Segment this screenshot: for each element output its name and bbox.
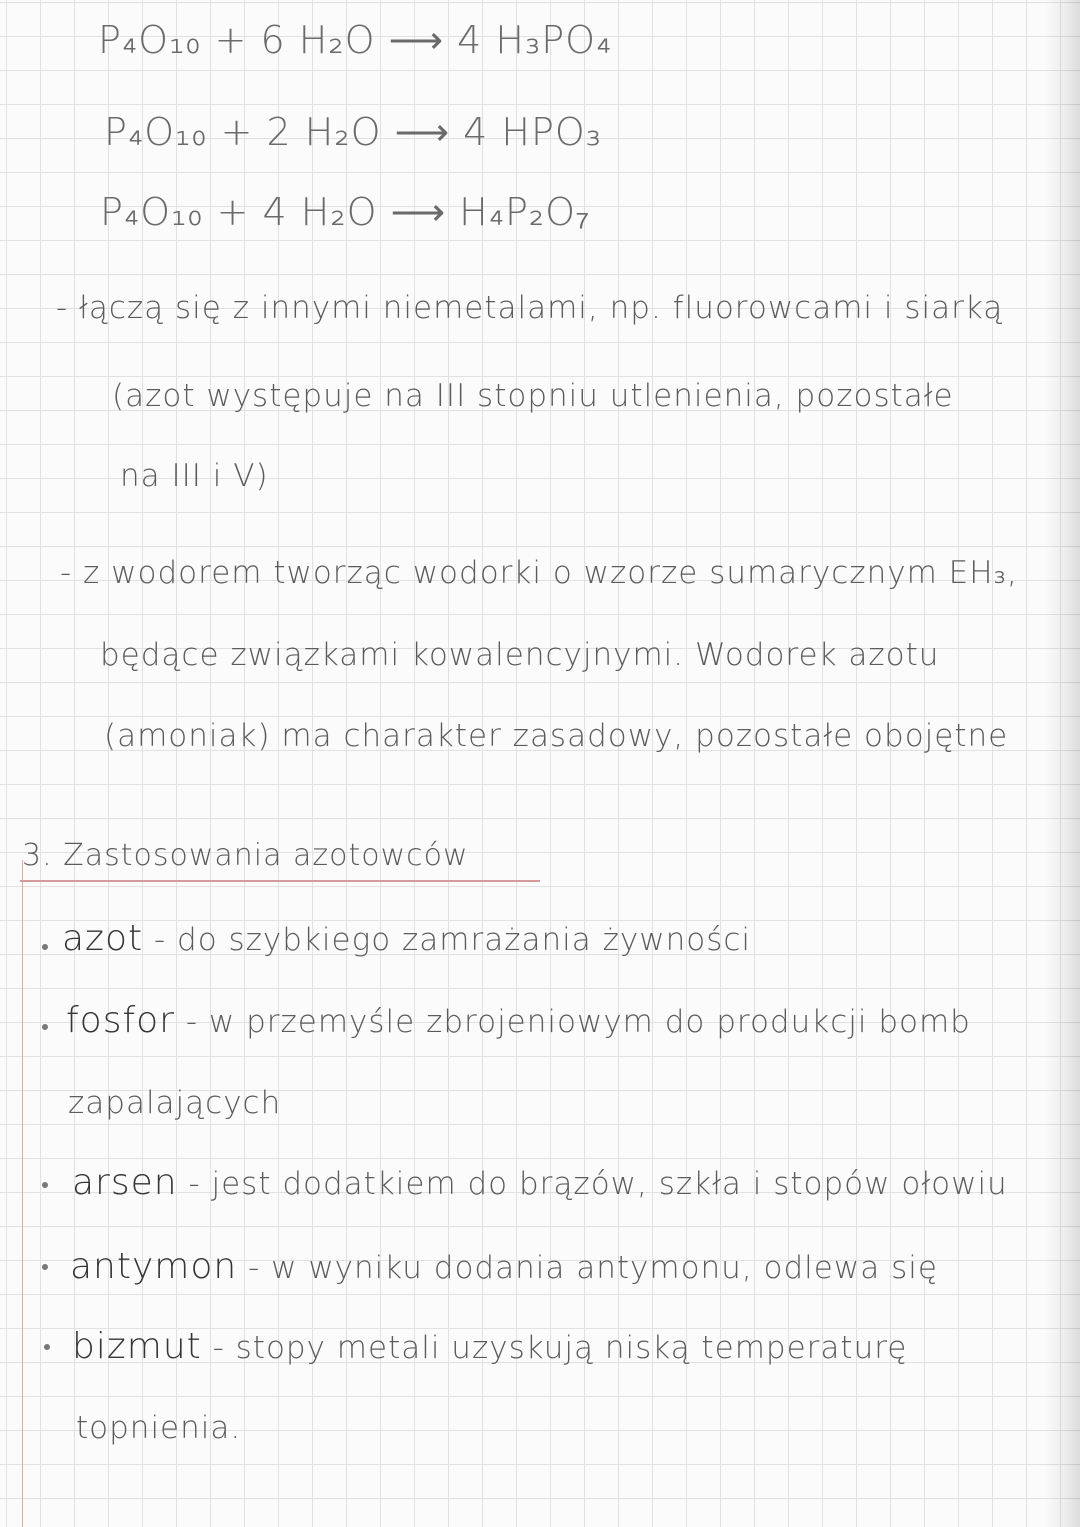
list-item (62, 918, 751, 959)
item-term: azot (62, 918, 144, 959)
equation-3: P₄O₁₀ + 4 H₂O ⟶ H₄P₂O₇ (100, 190, 591, 234)
item-term: fosfor (66, 1000, 175, 1041)
item-separator: - (177, 1166, 212, 1202)
item-term: antymon (70, 1246, 238, 1287)
equation-1: P₄O₁₀ + 6 H₂O ⟶ 4 H₃PO₄ (98, 18, 613, 62)
heading-underline (20, 880, 540, 882)
list-item (72, 1162, 1008, 1203)
paragraph2-line-1: - z wodorem tworząc wodorki o wzorze sumarycznym EH₃, (60, 555, 1018, 591)
page-edge-shadow (1044, 0, 1080, 1527)
item-term: arsen (72, 1162, 178, 1203)
margin-line (0, 860, 23, 1527)
item-text: w wyniku dodania antymonu, odlewa się (271, 1250, 938, 1286)
item-text: jest dodatkiem do brązów, szkła i stopów ołowiu (211, 1166, 1008, 1202)
bullet-dot (42, 944, 48, 950)
item-text: w przemyśle zbrojeniowym do produkcji bomb (208, 1004, 971, 1040)
list-item (66, 1000, 971, 1041)
bullet-dot (42, 1024, 48, 1030)
item-separator: - (237, 1250, 272, 1286)
item-separator: - (174, 1004, 209, 1040)
paragraph1-line-3: na III i V) (120, 458, 269, 494)
bullet-dot (44, 1344, 50, 1350)
item-continuation: zapalających (68, 1085, 282, 1121)
item-separator: - (201, 1330, 236, 1366)
list-item (70, 1246, 938, 1287)
paragraph2-line-2: będące związkami kowalencyjnymi. Wodorek azotu (100, 637, 940, 673)
list-item (72, 1326, 907, 1367)
item-term: bizmut (72, 1326, 202, 1367)
item-text: do szybkiego zamrażania żywności (177, 922, 752, 958)
paragraph1-line-2: (azot występuje na III stopniu utlenienia, pozostałe (112, 378, 954, 414)
bullet-dot (42, 1182, 48, 1188)
equation-2: P₄O₁₀ + 2 H₂O ⟶ 4 HPO₃ (104, 110, 603, 154)
paragraph1-line-1: - łączą się z innymi niemetalami, np. fluorowcami i siarką (56, 290, 1004, 326)
item-separator: - (143, 922, 178, 958)
paragraph2-line-3: (amoniak) ma charakter zasadowy, pozostałe obojętne (104, 718, 1009, 754)
item-text: stopy metali uzyskują niską temperaturę (235, 1330, 908, 1366)
item-continuation: topnienia. (76, 1410, 242, 1446)
bullet-dot (42, 1264, 48, 1270)
section-heading: 3. Zastosowania azotowców (22, 838, 469, 873)
